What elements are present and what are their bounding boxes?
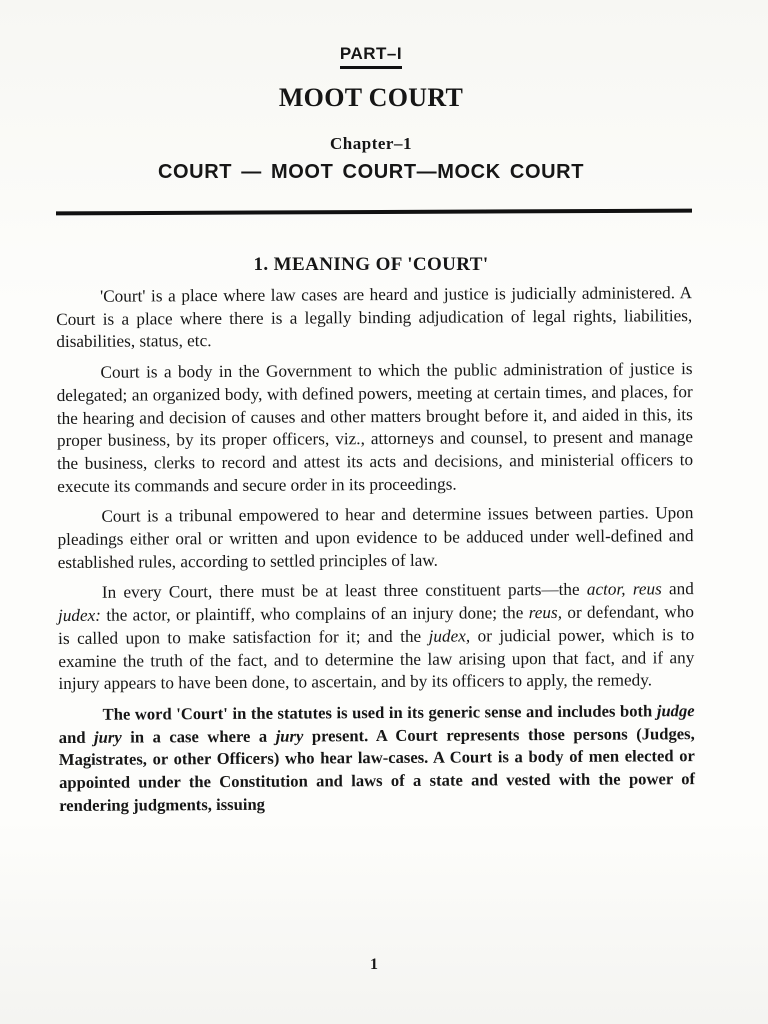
text-run: In every Court, there must be at least three constituent parts—the xyxy=(101,580,587,603)
italic-term: reus, xyxy=(528,603,563,623)
italic-term: jury xyxy=(93,727,122,747)
text-run: in a case where a xyxy=(121,726,276,747)
section-heading: 1. MEANING OF 'COURT' xyxy=(253,254,489,275)
italic-term: judge xyxy=(656,701,695,721)
paragraph-3: Court is a tribunal empowered to hear and determine issues between parties. Upon pleadings either oral or written and upon evidence to be adduced under well-defined and established rules, according to settled principles of law. xyxy=(57,503,694,572)
italic-term: jury xyxy=(275,726,304,746)
paragraph-1: 'Court' is a place where law cases are heard and justice is judicially administered. A Court is a place where there is a legally binding adjudication of legal rights, liabilities, disabilities, status, etc. xyxy=(56,283,693,352)
text-run: or judicial power, which is to examine the truth of the fact, and to determine the law arising upon that fact, and if any injury appears to have been done, to ascertain, and by its officers to apply, the remedy. xyxy=(58,624,695,694)
body-text xyxy=(56,282,695,825)
italic-term: judex, xyxy=(428,626,471,646)
text-run: or defendant, who is called upon to make satisfaction for it; and the xyxy=(58,602,695,648)
text-run: and xyxy=(58,727,95,747)
page-number: 1 xyxy=(370,956,378,973)
page-title: MOOT COURT xyxy=(278,83,464,112)
chapter-title: COURT — MOOT COURT—MOCK COURT xyxy=(157,161,585,183)
text-run: and xyxy=(661,579,694,599)
text-run: The word 'Court' in the statutes is used in its generic sense and includes both xyxy=(102,701,657,724)
paragraph-4 xyxy=(58,579,695,696)
text-run: present. A Court represents those persons (Judges, Magistrates, or other Officers) who hear law-cases. A Court is a body of men elected or appointed under the Constitution and laws of a state and vested with the power of rendering judgments, issuing xyxy=(58,723,696,815)
chapter-label: Chapter–1 xyxy=(330,134,412,153)
paragraph-2: Court is a body in the Government to which the public administration of justice is delegated; an organized body, with defined powers, meeting at certain times, and places, for the hearing and decision of causes and other matters brought before it, and aided in this, its proper business, by its proper officers, viz., attorneys and counsel, to present and manage the business, clerks to record and attest its acts and decisions, and ministerial officers to execute its commands and secure order in its proceedings. xyxy=(56,359,694,496)
part-label-text: PART–I xyxy=(340,44,402,69)
part-label xyxy=(0,44,742,69)
heading-divider xyxy=(56,209,692,216)
paragraph-5 xyxy=(59,700,696,817)
text-run: the actor, or plaintiff, who complains of an injury done; the xyxy=(100,603,529,625)
italic-term: actor, reus xyxy=(586,579,662,600)
italic-term: judex: xyxy=(57,605,102,626)
